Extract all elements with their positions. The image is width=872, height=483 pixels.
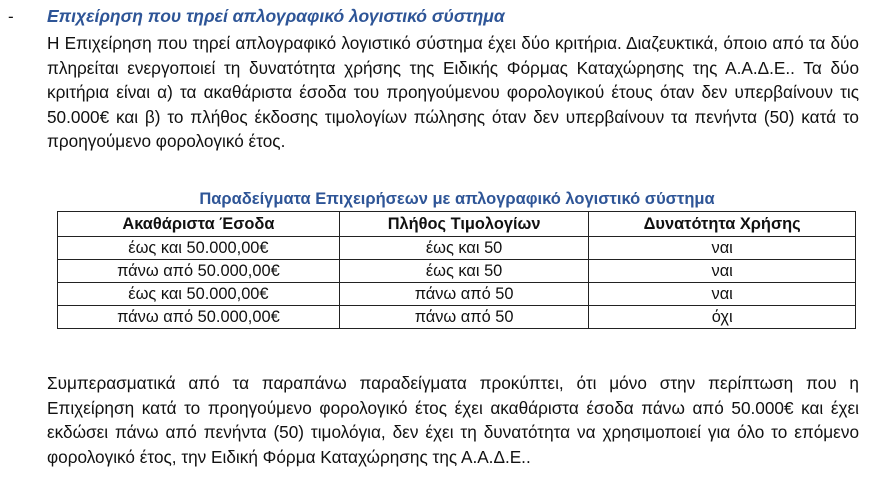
cell-gross-revenue: έως και 50.000,00€	[58, 283, 340, 306]
cell-invoice-count: έως και 50	[339, 260, 589, 283]
intro-paragraph: Η Επιχείρηση που τηρεί απλογραφικό λογιστικό σύστημα έχει δύο κριτήρια. Διαζευκτικά, όποιο από τα δύο πληρείται ενεργοποιεί τη δυνατότητα χρήσης της Ειδικής Φόρμας Καταχώρησης της Α.Α.Δ.Ε.. Τα δύο κριτήρια είναι α) τα ακαθάριστα έσοδα του προηγούμενου φορολογικού έτους όταν δεν υπερβαίνουν τις 50.000€ και β) το πλήθος έκδοσης τιμολογίων πώλησης όταν δεν υπερβαίνουν τα πενήντα (50) κατά το προηγούμενο φορολογικό έτος.	[47, 33, 859, 152]
cell-invoice-count: έως και 50	[339, 237, 589, 260]
cell-gross-revenue: πάνω από 50.000,00€	[58, 306, 340, 329]
cell-usage-eligibility: όχι	[589, 306, 856, 329]
table-row	[58, 260, 856, 283]
cell-invoice-count: πάνω από 50	[339, 283, 589, 306]
table-row	[58, 237, 856, 260]
list-bullet: -	[8, 7, 14, 26]
examples-table	[57, 211, 856, 329]
cell-gross-revenue: πάνω από 50.000,00€	[58, 260, 340, 283]
conclusion-paragraph: Συμπερασματικά από τα παραπάνω παραδείγματα προκύπτει, ότι μόνο στην περίπτωση που η Επιχείρηση κατά το προηγούμενο φορολογικό έτος έχει ακαθάριστα έσοδα πάνω από 50.000€ και έχει εκδώσει πάνω από πενήντα (50) τιμολόγια, δεν έχει τη δυνατότητα να χρησιμοποιεί για όλο το επόμενο φορολογικό έτος, την Ειδική Φόρμα Καταχώρησης της Α.Α.Δ.Ε..	[47, 373, 859, 467]
table-caption: Παραδείγματα Επιχειρήσεων με απλογραφικό λογιστικό σύστημα	[199, 190, 715, 208]
cell-usage-eligibility: ναι	[589, 237, 856, 260]
header-gross-revenue: Ακαθάριστα Έσοδα	[58, 212, 340, 237]
cell-invoice-count: πάνω από 50	[339, 306, 589, 329]
section-heading: Επιχείρηση που τηρεί απλογραφικό λογιστικό σύστημα	[47, 6, 505, 26]
table-row	[58, 306, 856, 329]
table-row	[58, 283, 856, 306]
table-header-row	[58, 212, 856, 237]
header-usage-eligibility: Δυνατότητα Χρήσης	[589, 212, 856, 237]
cell-usage-eligibility: ναι	[589, 260, 856, 283]
cell-gross-revenue: έως και 50.000,00€	[58, 237, 340, 260]
header-invoice-count: Πλήθος Τιμολογίων	[339, 212, 589, 237]
cell-usage-eligibility: ναι	[589, 283, 856, 306]
